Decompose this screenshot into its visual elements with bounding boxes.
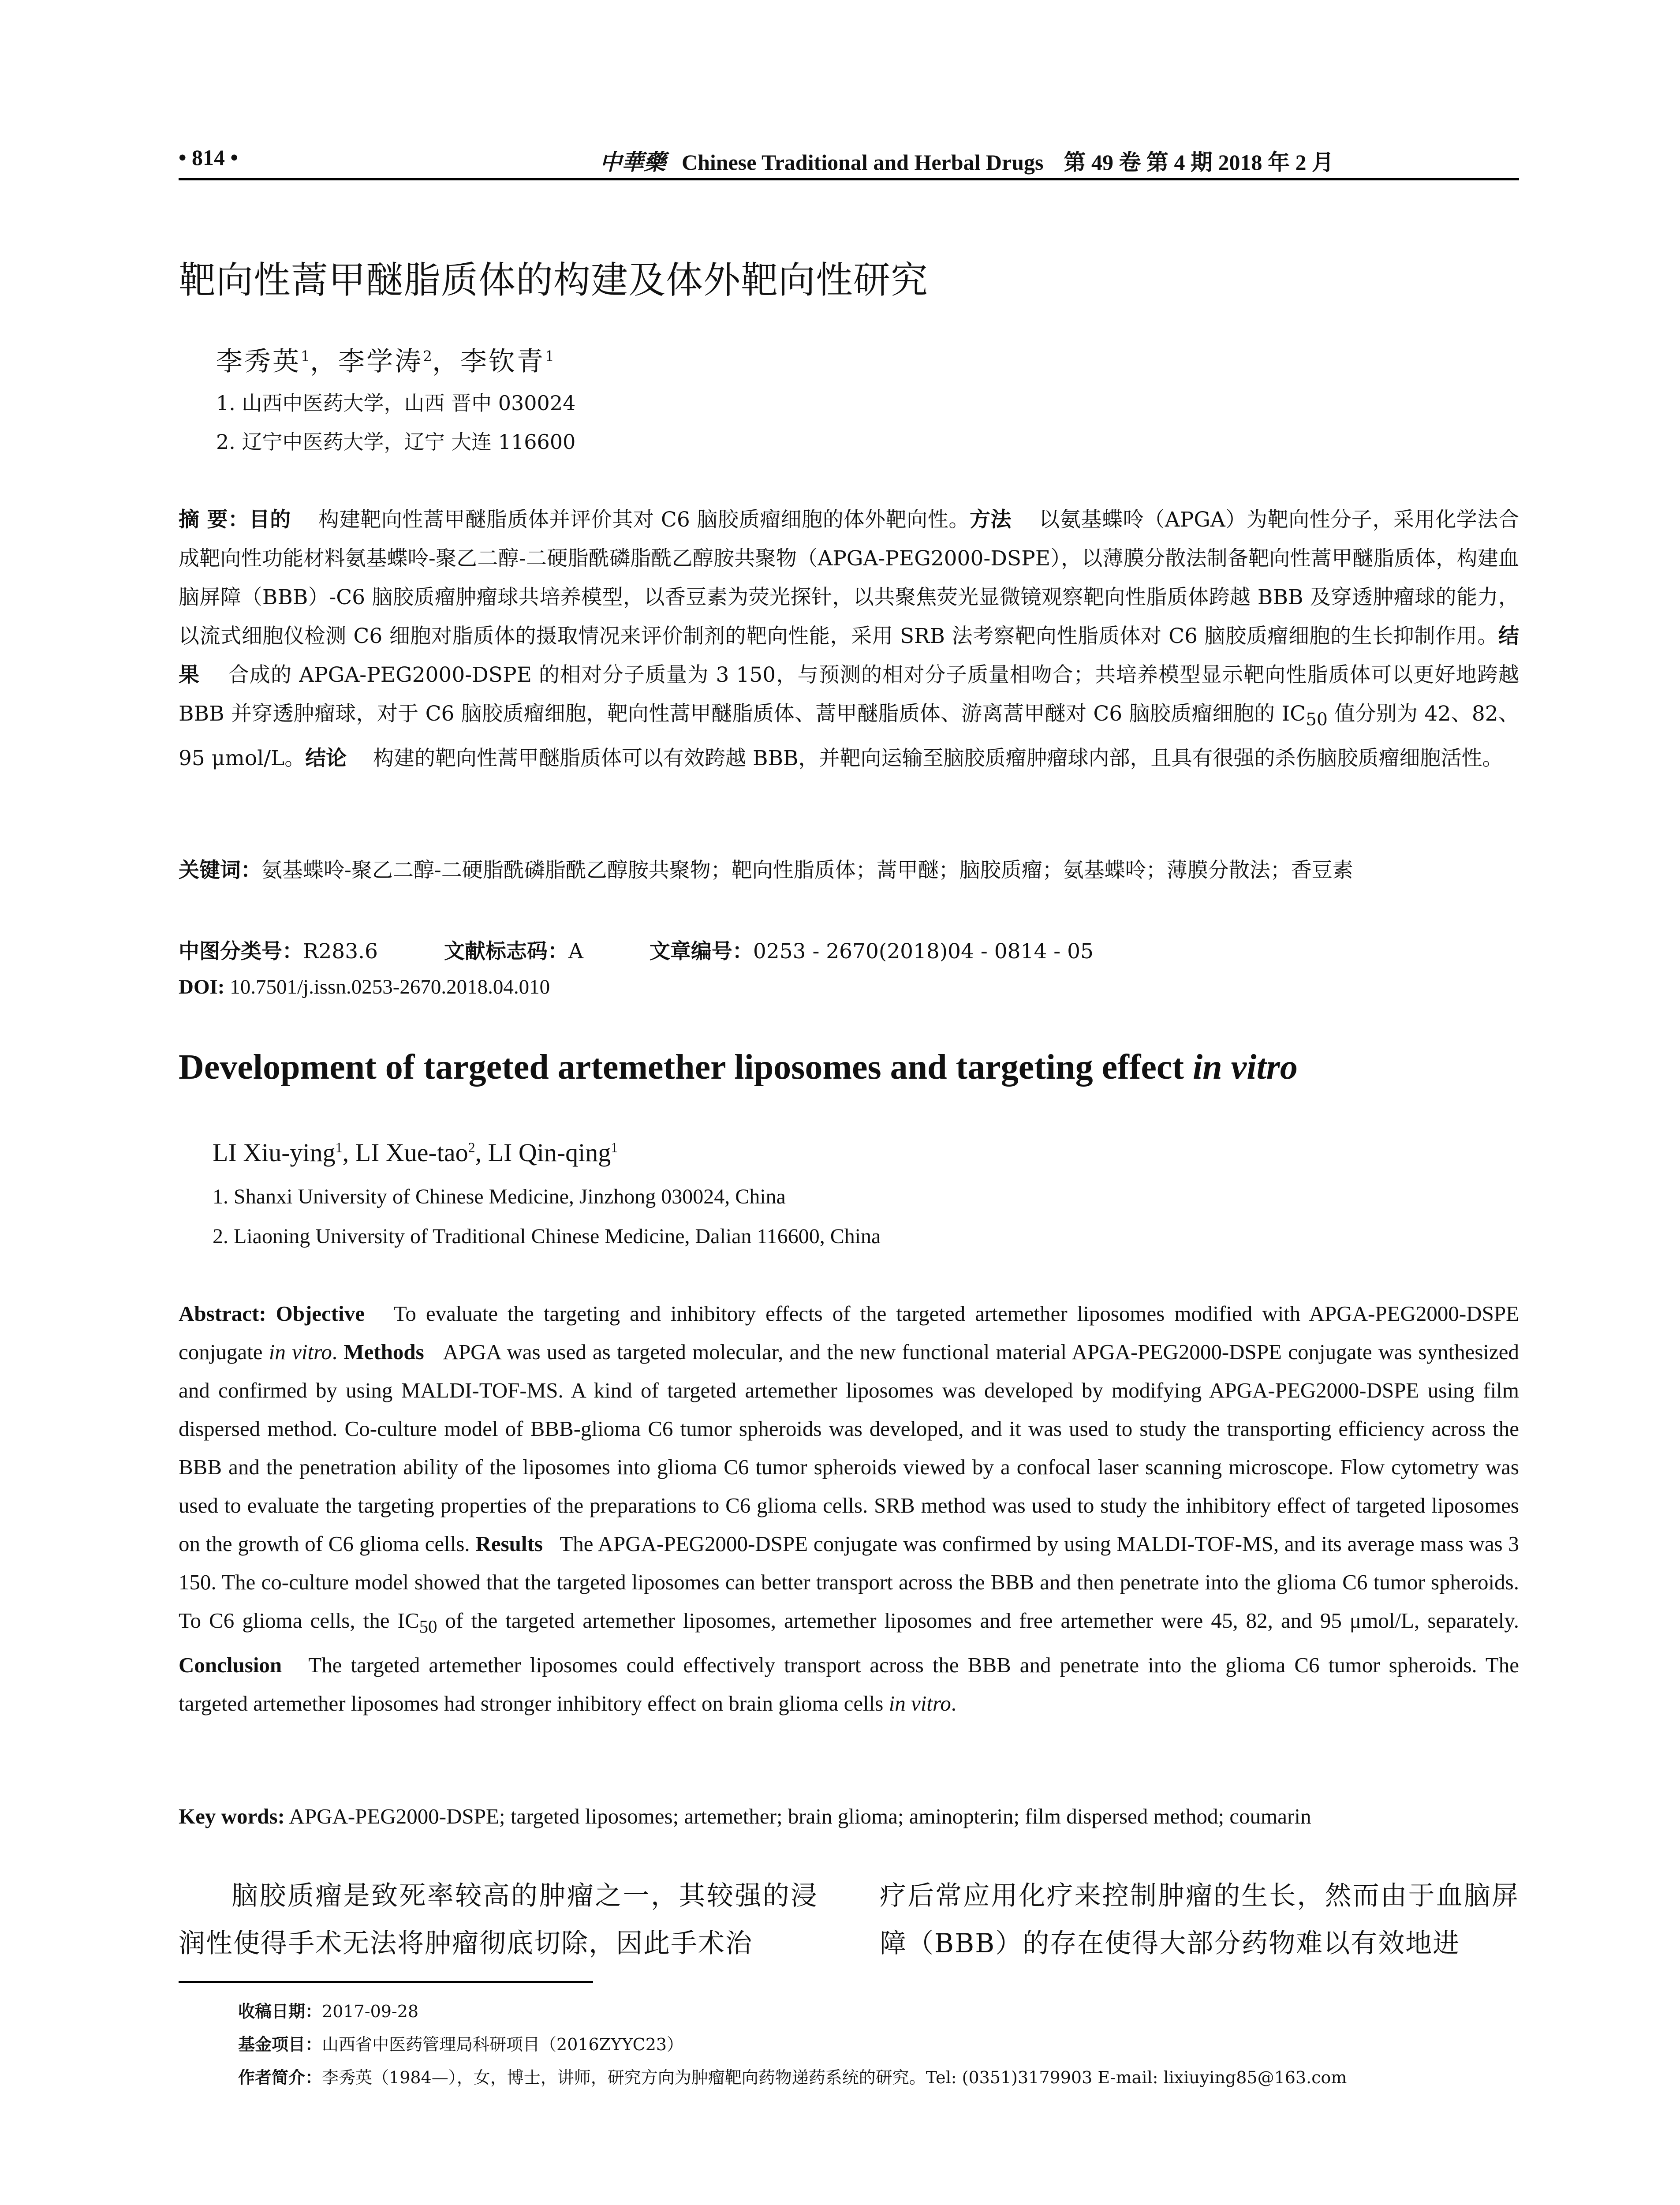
- cn-conclusion-text: 构建的靶向性蒿甲醚脂质体可以有效跨越 BBB，并靶向运输至脑胶质瘤肿瘤球内部，且具有很强的杀伤脑胶质瘤细胞活性。: [373, 746, 1503, 771]
- en-results-label: Results: [475, 1532, 543, 1556]
- footnote-label: 作者简介：: [238, 2068, 322, 2087]
- en-title-italic: in vitro: [1193, 1048, 1298, 1087]
- en-methods-label: Methods: [343, 1340, 424, 1364]
- journal-line: [600, 145, 1334, 176]
- doi-value: 10.7501/j.issn.0253-2670.2018.04.010: [224, 975, 550, 998]
- running-header: [179, 140, 1519, 176]
- footnote-rule: [179, 1981, 593, 1983]
- cn-authors: 李秀英$^1$，李学涛$^2$，李钦青$^1$: [216, 346, 554, 377]
- doi-line: [179, 975, 550, 999]
- cn-affiliation: 1. 山西中医药大学，山西 晋中 030024: [216, 391, 576, 415]
- cn-methods-label: 方法: [969, 508, 1012, 532]
- cn-keywords: [179, 851, 1519, 890]
- cn-abstract: [179, 501, 1519, 778]
- journal-name-en: Chinese Traditional and Herbal Drugs: [682, 150, 1044, 175]
- en-title-text: Development of targeted artemether liposomes and targeting effect: [179, 1048, 1193, 1087]
- footnote-funding: [238, 2031, 683, 2055]
- en-author-name: LI Xiu-ying: [213, 1138, 336, 1167]
- cn-keywords-text: 氨基蝶呤-聚乙二醇-二硬脂酰磷脂酰乙醇胺共聚物；靶向性脂质体；蒿甲醚；脑胶质瘤；氨基蝶呤；薄膜分散法；香豆素: [261, 858, 1353, 882]
- cn-objective-text: 构建靶向性蒿甲醚脂质体并评价其对 C6 脑胶质瘤细胞的体外靶向性。: [318, 508, 970, 532]
- footnote-label: 基金项目：: [238, 2035, 322, 2054]
- doc-code-value: A: [568, 939, 583, 964]
- en-objective-label: Objective: [276, 1301, 365, 1326]
- en-keywords-text: APGA-PEG2000-DSPE; targeted liposomes; artemether; brain glioma; aminopterin; film dispersed method; coumarin: [284, 1804, 1311, 1828]
- en-title: [179, 1047, 1298, 1088]
- footnote-text: 山西省中医药管理局科研项目（2016ZYYC23）: [322, 2035, 684, 2054]
- cn-author-name: 李学涛: [338, 346, 423, 377]
- en-conclusion-italic: in vitro: [889, 1691, 951, 1715]
- en-author-name: LI Xue-tao: [355, 1138, 468, 1167]
- class-value: R283.6: [303, 939, 378, 964]
- journal-logo-cn: 中華藥: [600, 150, 666, 175]
- en-keywords-label: Key words:: [179, 1804, 285, 1828]
- cn-conclusion-label: 结论: [305, 746, 347, 771]
- footnote-author: [238, 2064, 1347, 2088]
- en-author-sup: 1: [611, 1140, 618, 1155]
- cn-classification: [179, 935, 1519, 964]
- cn-author-sup: 1: [301, 348, 310, 365]
- en-keywords: [179, 1804, 1519, 1829]
- en-conclusion-text: The targeted artemether liposomes could effectively transport across the BBB and penetrate into the glioma C6 tumor spheroids. The targeted artemether liposomes had stronger inhibitory effect on brain glioma cells: [179, 1652, 1519, 1715]
- footnote-text: 2017-09-28: [322, 2002, 419, 2021]
- doi-label: DOI:: [179, 975, 225, 998]
- header-rule: [179, 178, 1519, 180]
- en-results-text-2: of the targeted artemether liposomes, artemether liposomes and free artemether were 45, 82, and 95 μmol/L, separately.: [437, 1608, 1519, 1633]
- en-affiliation: 1. Shanxi University of Chinese Medicine, Jinzhong 030024, China: [213, 1185, 786, 1208]
- page-number: • 814 •: [179, 145, 239, 170]
- en-author-name: LI Qin-qing: [488, 1138, 611, 1167]
- en-objective-text: To evaluate the targeting and inhibitory effects of the targeted artemether liposomes modified with APGA-PEG2000-DSPE conjugate: [179, 1301, 1519, 1364]
- class-label: 中图分类号：: [179, 939, 303, 964]
- cn-author-name: 李秀英: [216, 346, 301, 377]
- article-no-label: 文章编号：: [649, 939, 753, 964]
- en-objective-italic: in vitro: [269, 1340, 332, 1364]
- en-methods-text: APGA was used as targeted molecular, and the new functional material APGA-PEG2000-DSPE conjugate was synthesized and confirmed by using MALDI-TOF-MS. A kind of targeted artemether liposomes was developed by modifying APGA-PEG2000-DSPE using film dispersed method. Co-culture model of BBB-glioma C6 tumor spheroids was developed, and it was used to study the transporting efficiency across the BBB and the penetration ability of the liposomes into glioma C6 tumor spheroids viewed by a confocal laser scanning microscope. Flow cytometry was used to evaluate the targeting properties of the preparations to C6 glioma cells. SRB method was used to study the inhibitory effect of targeted liposomes on the growth of C6 glioma cells.: [179, 1340, 1519, 1556]
- cn-author-sup: 1: [545, 348, 554, 365]
- body-column-right: 疗后常应用化疗来控制肿瘤的生长，然而由于血脑屏障（BBB）的存在使得大部分药物难以有效地进: [880, 1880, 1519, 1959]
- en-abstract-label: Abstract:: [179, 1301, 266, 1326]
- en-results-subscript: 50: [419, 1616, 437, 1637]
- cn-author-name: 李钦青: [460, 346, 545, 377]
- cn-methods-text: 以氨基蝶呤（APGA）为靶向性分子，采用化学法合成靶向性功能材料氨基蝶呤-聚乙二醇-二硬脂酰磷脂酰乙醇胺共聚物（APGA-PEG2000-DSPE），以薄膜分散法制备靶向性蒿甲醚脂质体，构建血脑屏障（BBB）-C6 脑胶质瘤肿瘤球共培养模型，以香豆素为荧光探针，以共聚焦荧光显微镜观察靶向性脂质体跨越 BBB 及穿透肿瘤球的能力，以流式细胞仪检测 C6 细胞对脂质体的摄取情况来评价制剂的靶向性能，采用 SRB 法考察靶向性脂质体对 C6 脑胶质瘤细胞的生长抑制作用。: [179, 508, 1519, 648]
- cn-author-sup: 2: [423, 348, 432, 365]
- en-results-text: The APGA-PEG2000-DSPE conjugate was confirmed by using MALDI-TOF-MS, and its average mass was 3 150. The co-culture model showed that the targeted liposomes can better transport across the BBB and then penetrate into the glioma C6 tumor spheroids. To C6 glioma cells, the IC: [179, 1532, 1519, 1633]
- body-column-left: 脑胶质瘤是致死率较高的肿瘤之一，其较强的浸润性使得手术无法将肿瘤彻底切除，因此手术治: [179, 1880, 818, 1959]
- cn-affiliation: 2. 辽宁中医药大学，辽宁 大连 116600: [216, 430, 576, 454]
- cn-results-label: 结果: [179, 624, 1519, 687]
- cn-results-subscript: 50: [1306, 710, 1328, 730]
- en-conclusion-end: .: [951, 1691, 956, 1715]
- en-affiliation: 2. Liaoning University of Traditional Chinese Medicine, Dalian 116600, China: [213, 1225, 881, 1248]
- article-no-value: 0253 - 2670(2018)04 - 0814 - 05: [753, 939, 1094, 964]
- cn-objective-label: 目的: [249, 508, 291, 532]
- cn-abstract-label: 摘 要：: [179, 508, 249, 532]
- cn-results-text-2: 值分别为 42、82、95 μmol/L。: [179, 702, 1519, 771]
- en-author-sup: 2: [468, 1140, 475, 1155]
- footnote-label: 收稿日期：: [238, 2002, 322, 2021]
- cn-results-text: 合成的 APGA-PEG2000-DSPE 的相对分子质量为 3 150，与预测的相对分子质量相吻合；共培养模型显示靶向性脂质体可以更好地跨越 BBB 并穿透肿瘤球，对于 C6 脑胶质瘤细胞，靶向性蒿甲醚脂质体、蒿甲醚脂质体、游离蒿甲醚对 C6 脑胶质瘤细胞的 IC: [179, 663, 1519, 726]
- doc-code-label: 文献标志码：: [444, 939, 568, 964]
- cn-keywords-label: 关键词：: [179, 858, 261, 882]
- en-author-sup: 1: [335, 1140, 343, 1155]
- footnote-text: 李秀英（1984—），女，博士，讲师，研究方向为肿瘤靶向药物递药系统的研究。Tel: (0351)3179903 E-mail: lixiuying85@163.com: [322, 2068, 1347, 2087]
- en-objective-end: .: [332, 1340, 338, 1364]
- en-authors: LI Xiu-ying$^1$, LI Xue-tao$^2$, LI Qin-qing$^1$: [213, 1138, 618, 1167]
- journal-issue: 第 49 卷 第 4 期 2018 年 2 月: [1064, 150, 1334, 175]
- en-conclusion-label: Conclusion: [179, 1652, 282, 1677]
- cn-title: 靶向性蒿甲醚脂质体的构建及体外靶向性研究: [179, 258, 929, 302]
- footnote-received: [238, 1998, 418, 2022]
- en-abstract: [179, 1294, 1519, 1723]
